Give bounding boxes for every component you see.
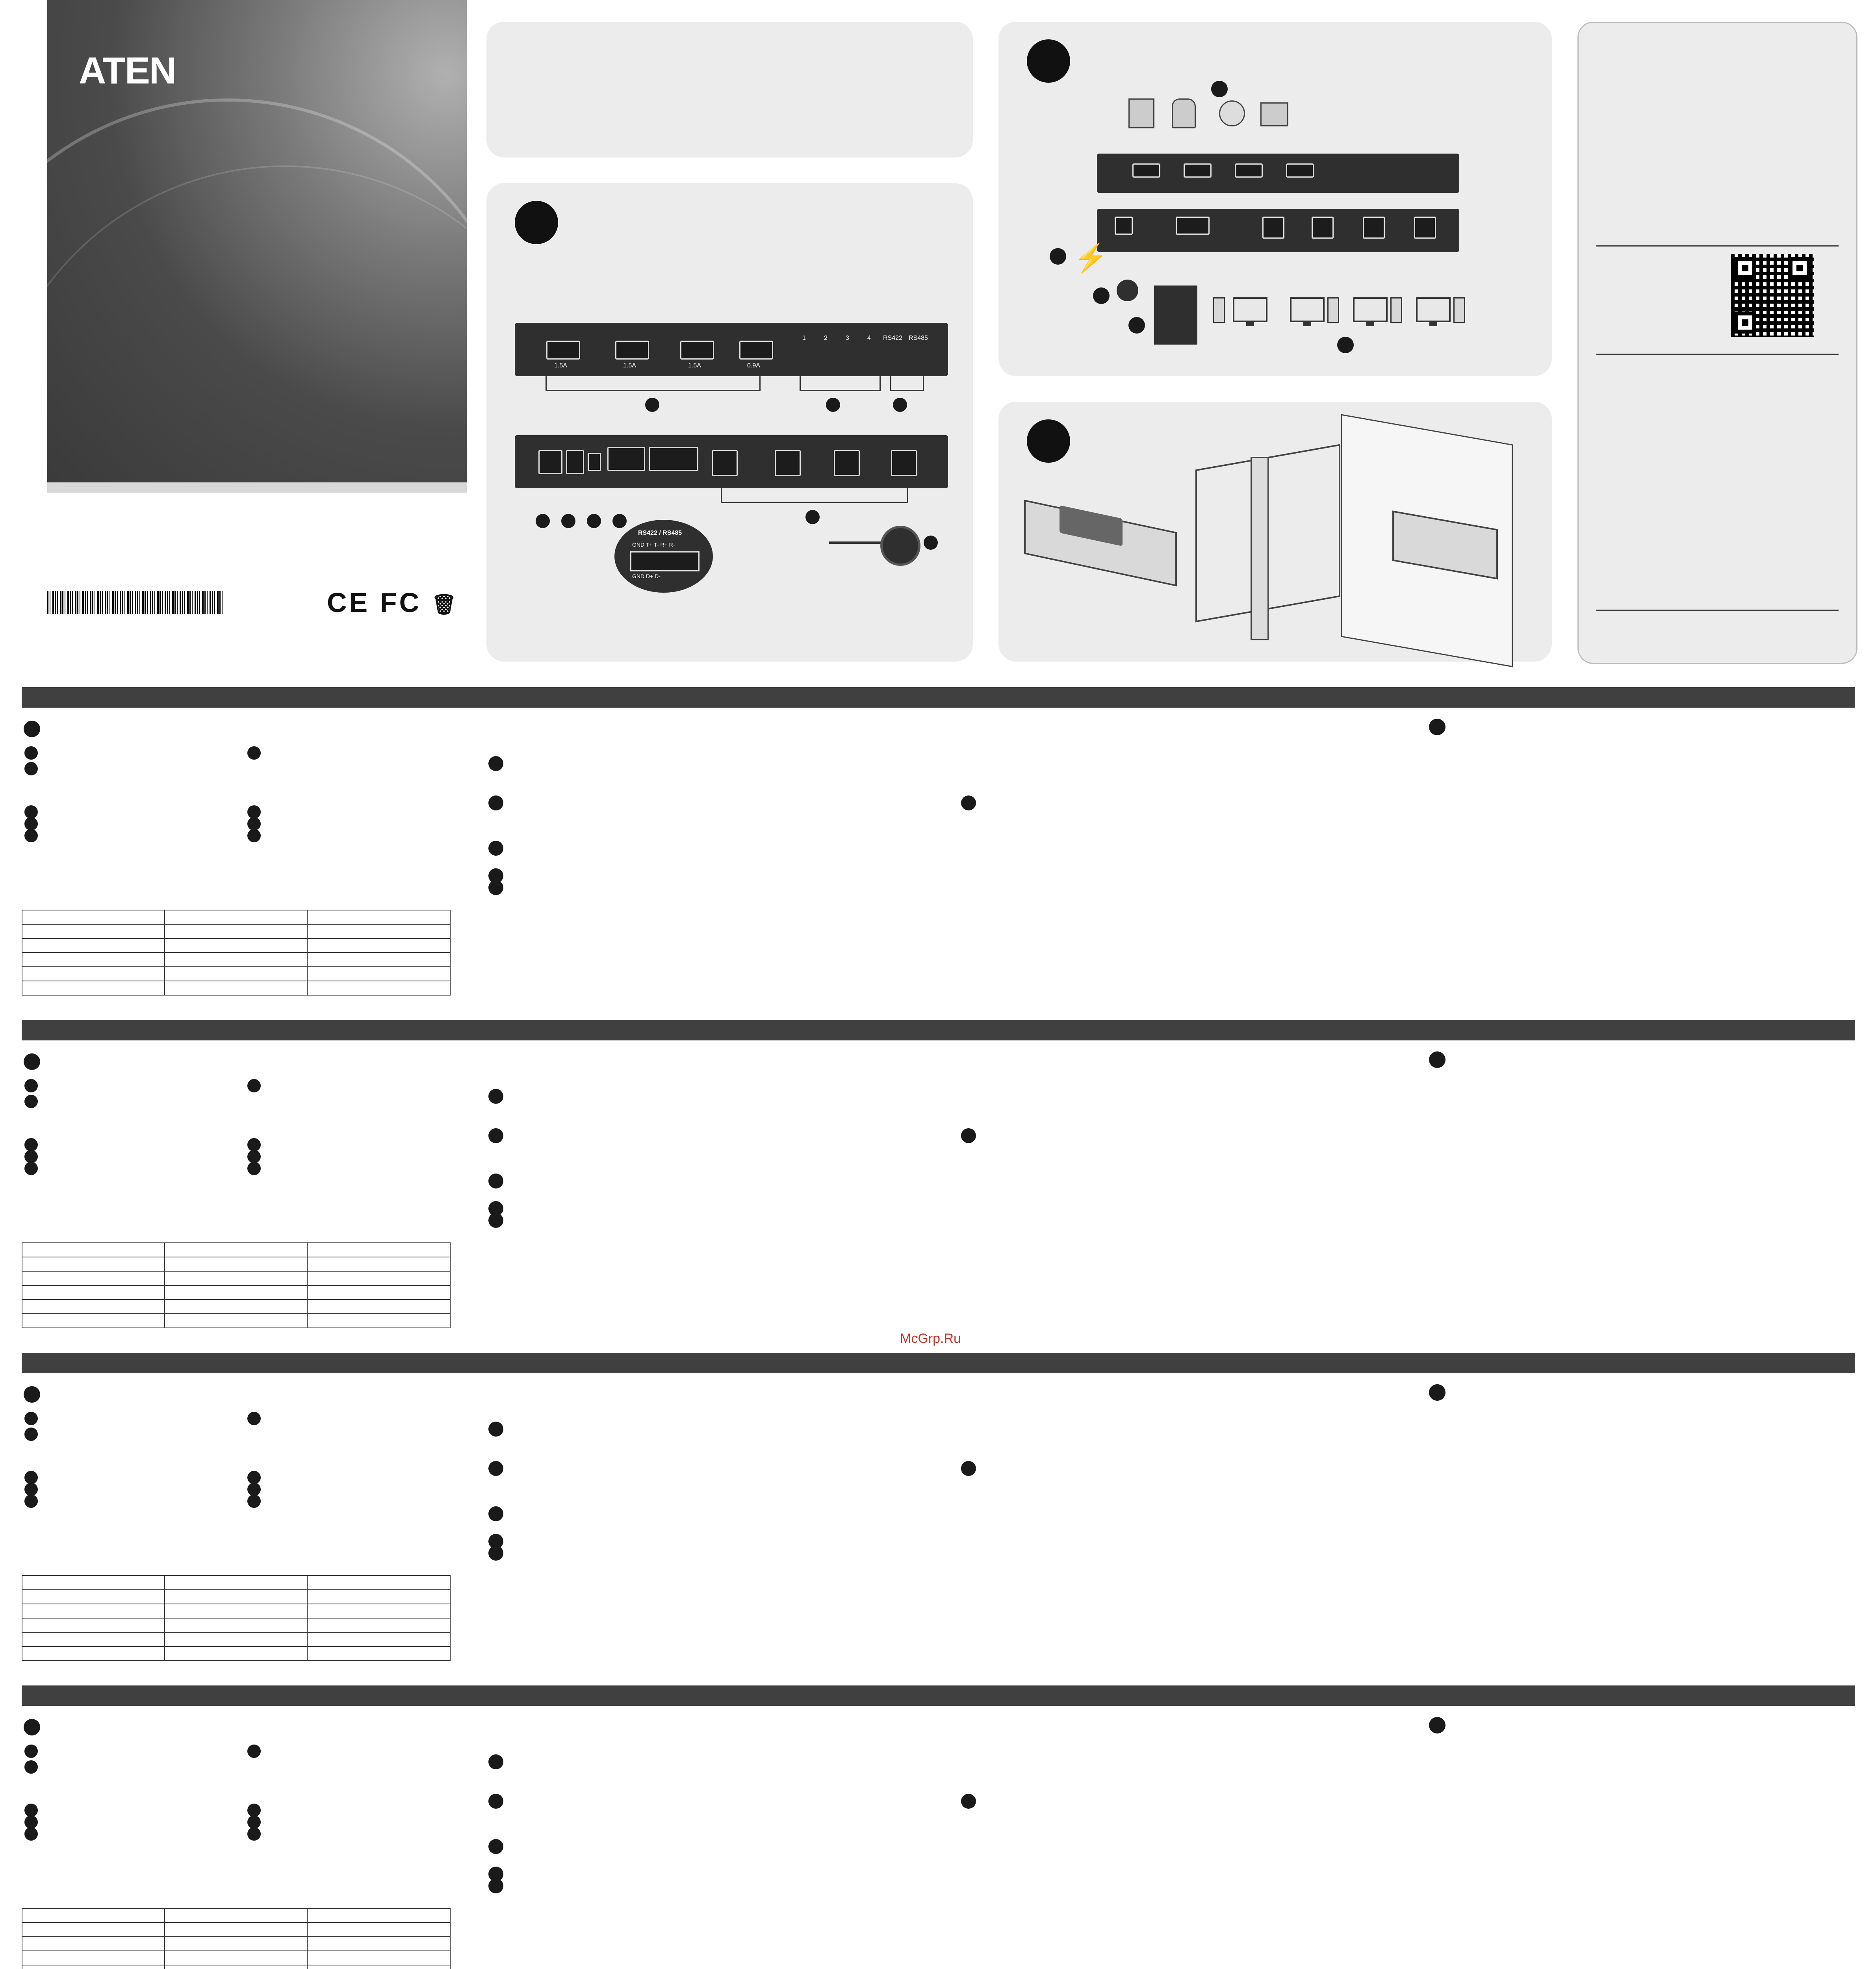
port-current: 1.5A	[623, 362, 636, 369]
section-header-band	[22, 1685, 1855, 1706]
callout-marker	[893, 398, 907, 412]
table-row	[22, 1937, 450, 1951]
list-marker	[488, 1461, 503, 1476]
led-number: 4	[867, 335, 871, 341]
list-marker	[247, 1804, 261, 1817]
callout-bracket	[890, 376, 924, 391]
port-current: 0.9A	[747, 362, 760, 369]
table-row	[22, 1300, 450, 1314]
printer-icon	[1260, 102, 1288, 126]
panel-hardware-review	[486, 183, 973, 662]
terminal-pins: GND D+ D-	[632, 573, 661, 579]
section-marker	[24, 1386, 40, 1403]
list-marker	[488, 1794, 503, 1809]
list-marker	[488, 1839, 503, 1854]
qr-finder	[1734, 311, 1756, 334]
usb-port	[739, 341, 773, 360]
usb-port	[615, 341, 649, 360]
port-current: 1.5A	[688, 362, 701, 369]
device-with-brackets	[1024, 500, 1177, 586]
remote-button	[880, 526, 920, 566]
list-marker	[24, 805, 38, 819]
list-marker	[488, 1878, 503, 1893]
spec-table	[22, 1575, 451, 1661]
panel-a	[486, 22, 973, 158]
qr-finder	[1789, 257, 1811, 279]
list-marker	[488, 841, 503, 856]
table-row	[22, 1923, 450, 1937]
rear-panel-device	[515, 435, 948, 488]
usb-b-port	[1262, 217, 1284, 239]
list-marker	[247, 1745, 261, 1758]
table-row	[22, 1951, 450, 1965]
callout-bracket	[721, 488, 908, 503]
callout-marker	[924, 536, 938, 550]
callout-marker	[805, 510, 820, 524]
remote-button	[1117, 280, 1138, 301]
table-row	[22, 967, 450, 981]
section-header-band	[22, 1353, 1855, 1373]
callout-marker	[826, 398, 840, 412]
list-marker	[488, 1089, 503, 1104]
usb-b-port	[775, 450, 801, 476]
table-row	[22, 1314, 450, 1327]
table-row	[22, 1576, 450, 1590]
list-marker	[488, 1128, 503, 1143]
webcam-icon	[1219, 100, 1245, 126]
usb-port	[1184, 163, 1212, 178]
section-header-band	[22, 687, 1855, 708]
callout-marker	[1337, 337, 1354, 353]
section-marker	[1429, 1384, 1446, 1401]
computer-icon	[1327, 297, 1339, 323]
list-marker	[247, 1079, 261, 1092]
usb-port	[1286, 163, 1314, 178]
led-number: 1	[802, 335, 806, 341]
list-marker	[247, 817, 261, 831]
list-marker	[961, 795, 976, 810]
table-row	[22, 1965, 450, 1969]
step-marker	[1027, 39, 1070, 83]
led-number: 2	[824, 335, 828, 341]
usb-port	[680, 341, 714, 360]
list-marker	[247, 1412, 261, 1425]
list-marker	[247, 829, 261, 842]
port-current: 1.5A	[554, 362, 567, 369]
qr-finder	[1734, 257, 1756, 279]
list-marker	[247, 1138, 261, 1151]
list-marker	[247, 1483, 261, 1496]
step-marker	[515, 201, 558, 244]
panel-mounting	[998, 402, 1552, 662]
section-marker	[24, 1719, 40, 1735]
list-marker	[488, 880, 503, 895]
callout-marker	[1050, 248, 1066, 265]
table-row	[22, 1633, 450, 1647]
dc-power-jack	[538, 450, 562, 474]
list-marker	[24, 1815, 38, 1829]
table-row	[22, 1257, 450, 1272]
list-marker	[24, 1079, 38, 1092]
computer-icon	[1213, 297, 1225, 323]
qr-code[interactable]	[1731, 254, 1814, 337]
list-marker	[247, 1494, 261, 1508]
table-row	[22, 1286, 450, 1300]
grounding	[588, 453, 601, 471]
list-marker	[24, 1745, 38, 1758]
scanner-icon	[1172, 98, 1196, 128]
front-panel-device	[515, 323, 948, 376]
terminal-pins: GND T+ T- R+ R-	[632, 541, 675, 548]
callout-marker	[561, 514, 575, 528]
table-row	[22, 981, 450, 995]
callout-marker	[645, 398, 659, 412]
spec-table	[22, 910, 451, 996]
usb-b-port	[1363, 217, 1385, 239]
table-row	[22, 1619, 450, 1633]
panel-installation	[998, 22, 1552, 376]
list-marker	[24, 1138, 38, 1151]
terminal-block	[649, 447, 698, 471]
cover-strip	[47, 482, 467, 493]
rs232-port	[607, 447, 645, 471]
barcode	[47, 591, 225, 614]
computer-icon	[1453, 297, 1465, 323]
cover-panel	[47, 0, 467, 492]
monitor-icon	[1416, 297, 1451, 322]
list-marker	[247, 1150, 261, 1163]
list-marker	[24, 1412, 38, 1425]
table-row	[22, 1272, 450, 1286]
rs232-port	[1176, 217, 1210, 235]
list-marker	[24, 829, 38, 842]
list-marker	[488, 1422, 503, 1437]
list-marker	[247, 1471, 261, 1484]
spec-table	[22, 1242, 451, 1328]
divider	[1596, 610, 1839, 611]
usb-port	[1132, 163, 1160, 178]
table-row	[22, 925, 450, 939]
list-marker	[24, 1428, 38, 1441]
section-marker	[1429, 1051, 1446, 1068]
usb-b-port	[712, 450, 738, 476]
serial-label: RS485	[909, 335, 928, 341]
list-marker	[24, 1471, 38, 1484]
section-marker	[24, 1053, 40, 1070]
usb-b-port	[891, 450, 917, 476]
computer-icon	[1390, 297, 1402, 323]
list-marker	[24, 1760, 38, 1774]
list-marker	[961, 1794, 976, 1809]
divider	[1596, 354, 1839, 355]
table-row	[22, 1909, 450, 1923]
table-row	[22, 1590, 450, 1604]
list-marker	[24, 1804, 38, 1817]
usb-b-port	[1312, 217, 1334, 239]
rack-rail	[1251, 457, 1269, 640]
list-marker	[488, 1546, 503, 1561]
list-marker	[24, 1095, 38, 1108]
terminal-zoom	[614, 520, 713, 593]
table-row	[22, 1604, 450, 1619]
hard-drive-icon	[1128, 98, 1154, 128]
callout-marker	[1093, 287, 1110, 304]
list-marker	[488, 1174, 503, 1188]
certification-marks	[327, 587, 459, 618]
certification-text: CE FC	[327, 587, 421, 618]
usb-port	[1235, 163, 1263, 178]
callout-marker	[1128, 317, 1145, 334]
led-number: 3	[846, 335, 849, 341]
list-marker	[24, 762, 38, 775]
list-marker	[247, 1815, 261, 1829]
monitor-icon	[1290, 297, 1325, 322]
list-marker	[24, 1150, 38, 1163]
list-marker	[247, 1827, 261, 1841]
callout-marker	[587, 514, 601, 528]
list-marker	[247, 746, 261, 760]
step-marker	[1027, 419, 1070, 463]
list-marker	[488, 756, 503, 771]
callout-marker	[612, 514, 627, 528]
monitor-icon	[1353, 297, 1388, 322]
rear-panel-device	[1097, 209, 1459, 252]
list-marker	[488, 795, 503, 810]
table-row	[22, 1243, 450, 1257]
dc-power-jack	[1115, 217, 1133, 235]
watermark: McGrp.Ru	[900, 1331, 961, 1346]
list-marker	[24, 1162, 38, 1175]
weee-bin-icon: 🗑	[431, 593, 459, 616]
support-panel	[1577, 22, 1857, 664]
front-panel-device	[1097, 154, 1459, 193]
list-marker	[24, 1827, 38, 1841]
remote-cable	[829, 541, 888, 544]
table-row	[22, 953, 450, 967]
section-marker	[1429, 1717, 1446, 1734]
aten-logo: ATEN	[79, 50, 176, 92]
list-marker	[247, 1162, 261, 1175]
usb-b-port	[834, 450, 860, 476]
list-marker	[488, 1754, 503, 1769]
serial-label: RS422	[883, 335, 902, 341]
usb-port	[546, 341, 580, 360]
list-marker	[24, 746, 38, 760]
table-row	[22, 1647, 450, 1660]
callout-bracket	[546, 376, 761, 391]
list-marker	[961, 1461, 976, 1476]
power-plug-icon: ⚡	[1073, 243, 1108, 273]
list-marker	[488, 1213, 503, 1228]
callout-bracket	[800, 376, 881, 391]
divider	[1596, 245, 1839, 247]
switch	[566, 450, 584, 474]
list-marker	[488, 1506, 503, 1521]
callout-marker	[536, 514, 550, 528]
terminal-title: RS422 / RS485	[638, 530, 682, 536]
list-marker	[247, 805, 261, 819]
callout-marker	[1211, 81, 1228, 97]
section-header-band	[22, 1020, 1855, 1040]
monitor-icon	[1233, 297, 1267, 322]
list-marker	[961, 1128, 976, 1143]
table-row	[22, 910, 450, 925]
list-marker	[24, 817, 38, 831]
serial-controller-icon	[1154, 286, 1197, 345]
usb-b-port	[1414, 217, 1436, 239]
section-marker	[24, 721, 40, 737]
table-row	[22, 939, 450, 953]
spec-table	[22, 1908, 451, 1969]
section-marker	[1429, 719, 1446, 735]
terminal-connector	[630, 551, 700, 571]
list-marker	[24, 1483, 38, 1496]
list-marker	[24, 1494, 38, 1508]
